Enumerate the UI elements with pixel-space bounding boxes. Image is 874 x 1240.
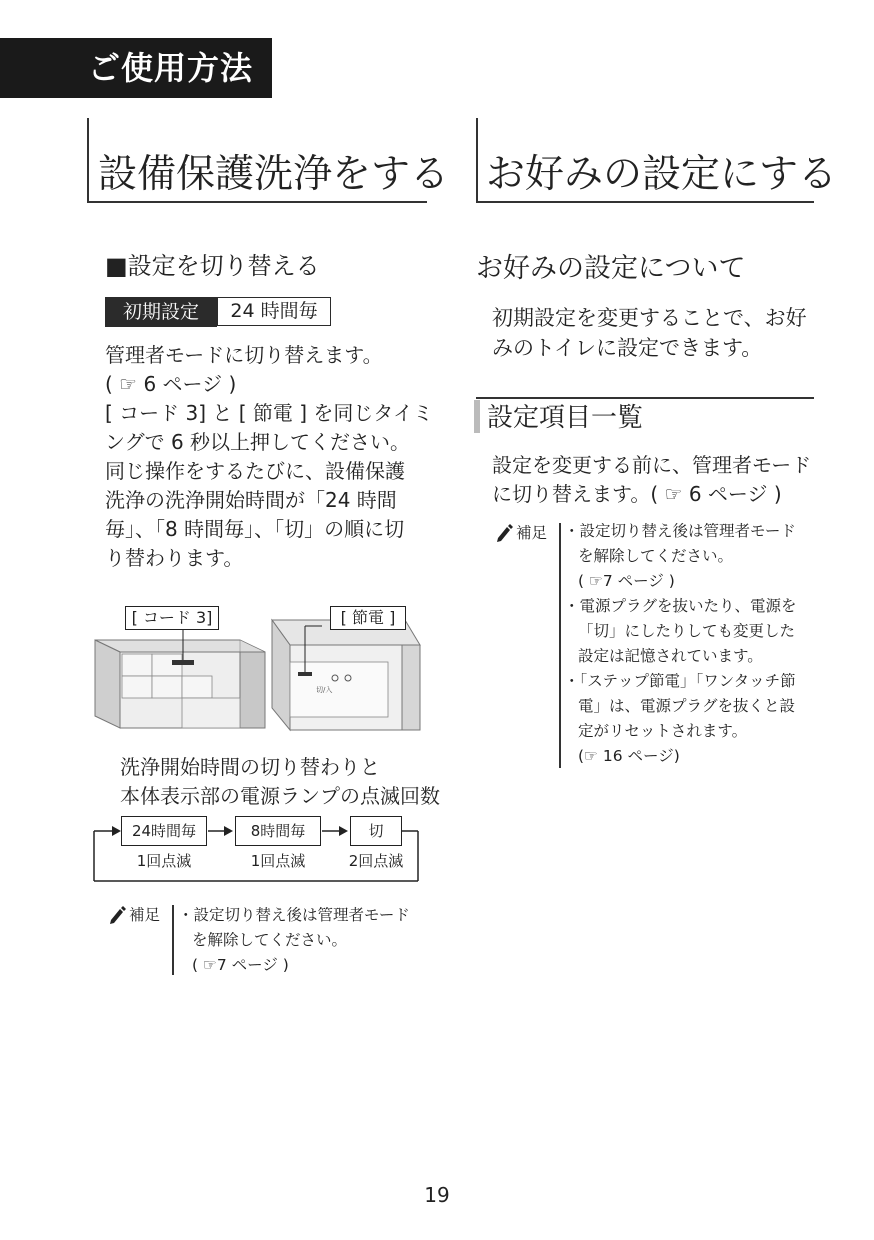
note-line: ・設定切り替え後は管理者モード xyxy=(178,906,410,924)
text-line: みのトイレに設定できます。 xyxy=(492,336,763,360)
instruction-line: ( ☞ 6 ページ ) xyxy=(105,372,237,396)
instruction-line: り替わります。 xyxy=(105,546,244,570)
page-number: 19 xyxy=(424,1183,450,1207)
cycle-box-off: 切 xyxy=(350,816,402,846)
blink-count-24h: 1回点滅 xyxy=(136,852,192,870)
cycle-arrow-head xyxy=(339,826,348,836)
instruction-line: 毎」、「8 時間毎」、「切」の順に切 xyxy=(105,517,405,541)
note-line: ・「ステップ節電」「ワンタッチ節 xyxy=(564,672,796,690)
text-line: 設定を変更する前に、管理者モード xyxy=(492,453,812,477)
cycle-arrow-head xyxy=(112,826,121,836)
pencil-icon xyxy=(107,905,127,925)
left-title-rule-horizontal xyxy=(87,201,427,203)
blink-count-off: 2回点滅 xyxy=(348,852,404,870)
text-line: 初期設定を変更することで、お好 xyxy=(492,306,807,330)
note-line: ・設定切り替え後は管理者モード xyxy=(564,522,796,540)
initial-setting-value: 24 時間毎 xyxy=(217,297,331,326)
callout-code3: [ コード 3] xyxy=(125,606,219,630)
instruction-line: 同じ操作をするたびに、設備保護 xyxy=(105,459,405,483)
instruction-line: 洗浄の洗浄開始時間が「24 時間 xyxy=(105,488,397,512)
note-line: ( ☞7 ページ ) xyxy=(578,572,675,590)
main-unit-device xyxy=(272,620,420,730)
left-subheading: ■設定を切り替える xyxy=(105,252,320,280)
text-line: に切り替えます。( ☞ 6 ページ ) xyxy=(492,482,782,506)
cycle-box-24h: 24時間毎 xyxy=(121,816,207,846)
cycle-caption xyxy=(120,753,440,811)
control-panel-device xyxy=(95,640,265,728)
note-line: 設定は記憶されています。 xyxy=(578,647,763,665)
section2-heading: 設定項目一覧 xyxy=(487,403,644,433)
instruction-line: 管理者モードに切り替えます。 xyxy=(105,343,383,367)
left-instructions xyxy=(105,341,435,573)
note-line: を解除してください。 xyxy=(578,547,734,565)
left-note-label: 補足 xyxy=(129,906,161,924)
setsuden-button xyxy=(298,672,312,676)
caption-line: 洗浄開始時間の切り替わりと xyxy=(120,755,380,779)
left-title: 設備保護洗浄をする xyxy=(98,152,450,197)
right-title: お好みの設定にする xyxy=(486,152,838,197)
device-switch-label: 切/入 xyxy=(316,686,333,694)
note-line: 電」は、電源プラグを抜くと設 xyxy=(578,697,796,715)
cycle-arrow-head xyxy=(224,826,233,836)
note-line: を解除してください。 xyxy=(192,931,348,949)
right-note-label: 補足 xyxy=(516,524,548,542)
caption-line: 本体表示部の電源ランプの点滅回数 xyxy=(120,784,440,808)
note-line: 「切」にしたりしても変更した xyxy=(578,622,796,640)
note-line: (☞ 16 ページ) xyxy=(578,747,680,765)
instruction-line: [ コード 3] と [ 節電 ] を同じタイミ xyxy=(105,401,434,425)
left-note-text xyxy=(178,903,438,978)
right-note-text xyxy=(564,519,822,769)
section1-heading: お好みの設定について xyxy=(476,253,746,284)
cycle-box-8h: 8時間毎 xyxy=(235,816,321,846)
note-line: ・電源プラグを抜いたり、電源を xyxy=(564,597,797,615)
left-title-rule-vertical xyxy=(87,118,89,203)
code3-button xyxy=(172,660,194,665)
section-tab: ご使用方法 xyxy=(0,38,272,98)
pencil-icon xyxy=(494,523,514,543)
right-title-rule-horizontal xyxy=(476,201,814,203)
right-title-rule-vertical xyxy=(476,118,478,203)
right-note-rule xyxy=(559,523,561,768)
blink-count-8h: 1回点滅 xyxy=(250,852,306,870)
note-line: 定がリセットされます。 xyxy=(578,722,748,740)
initial-setting-label: 初期設定 xyxy=(105,297,217,327)
section2-text xyxy=(492,451,822,509)
note-line: ( ☞7 ページ ) xyxy=(192,956,289,974)
callout-setsuden: [ 節電 ] xyxy=(330,606,406,630)
instruction-line: ングで 6 秒以上押してください。 xyxy=(105,430,411,454)
left-note-rule xyxy=(172,905,174,975)
section2-rule xyxy=(476,397,814,399)
section2-marker xyxy=(474,400,480,433)
section1-text xyxy=(492,303,822,363)
